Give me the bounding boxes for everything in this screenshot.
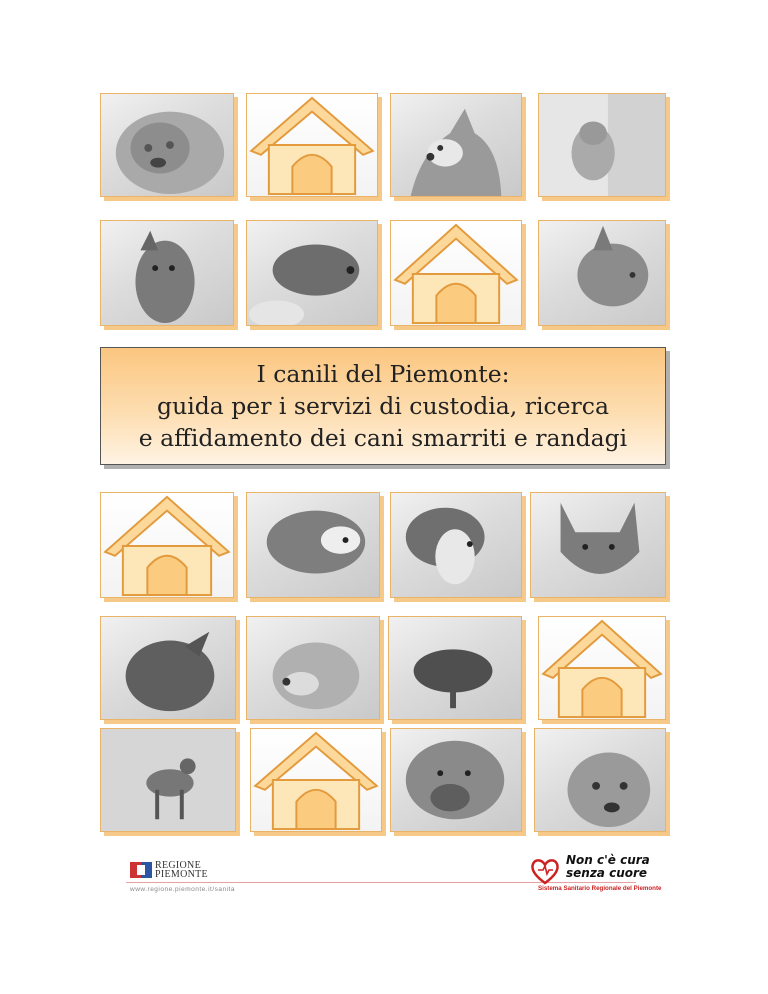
region-name-line-1: REGIONE [155, 860, 201, 871]
dog-photo-tile [100, 728, 236, 832]
doghouse-tile [390, 220, 522, 326]
doghouse-tile [250, 728, 382, 832]
dog-photo-icon [247, 493, 379, 597]
title-line-3: e affidamento dei cani smarriti e randagi [138, 424, 628, 452]
region-url: www.regione.piemonte.it/sanita [130, 886, 235, 893]
dog-photo-icon [247, 221, 377, 325]
dog-photo-icon [247, 617, 379, 719]
dog-photo-icon [535, 729, 665, 831]
dog-photo-tile [534, 728, 666, 832]
doghouse-icon [247, 94, 377, 196]
region-name-line-2: PIEMONTE [155, 869, 208, 880]
slogan-line-1: Non c'è cura [566, 853, 650, 867]
title-line-1: I canili del Piemonte: [256, 360, 510, 388]
dog-photo-tile [390, 492, 522, 598]
heart-icon [530, 856, 560, 886]
health-system-logo [530, 853, 662, 898]
dog-photo-icon [391, 493, 521, 597]
dog-photo-tile [388, 616, 522, 720]
dog-photo-icon [101, 221, 233, 325]
dog-photo-icon [101, 94, 233, 196]
dog-photo-tile [100, 93, 234, 197]
doghouse-tile [538, 616, 666, 720]
dog-photo-tile [390, 728, 522, 832]
doghouse-icon [391, 221, 521, 325]
doghouse-icon [101, 493, 233, 597]
doghouse-icon [539, 617, 665, 719]
dog-photo-icon [391, 94, 521, 196]
title-line-2: guida per i servizi di custodia, ricerca [157, 392, 609, 420]
dog-photo-icon [101, 729, 235, 831]
dog-photo-tile [530, 492, 666, 598]
slogan [566, 854, 650, 880]
dog-photo-icon [531, 493, 665, 597]
doghouse-tile [100, 492, 234, 598]
dog-photo-tile [538, 93, 666, 197]
dog-photo-tile [100, 220, 234, 326]
dog-photo-icon [539, 221, 665, 325]
region-name [155, 861, 208, 879]
dog-photo-icon [101, 617, 235, 719]
dog-photo-icon [389, 617, 521, 719]
dog-photo-tile [246, 220, 378, 326]
dog-photo-icon [391, 729, 521, 831]
doghouse-tile [246, 93, 378, 197]
dog-photo-tile [538, 220, 666, 326]
dog-photo-icon [539, 94, 665, 196]
region-flag-icon [130, 862, 152, 878]
doghouse-icon [251, 729, 381, 831]
health-system-name: Sistema Sanitario Regionale del Piemonte [538, 885, 662, 892]
dog-photo-tile [246, 616, 380, 720]
title-banner [100, 347, 666, 465]
regione-piemonte-logo [130, 861, 208, 879]
dog-photo-tile [100, 616, 236, 720]
slogan-line-2: senza cuore [566, 866, 648, 880]
dog-photo-tile [390, 93, 522, 197]
dog-photo-tile [246, 492, 380, 598]
